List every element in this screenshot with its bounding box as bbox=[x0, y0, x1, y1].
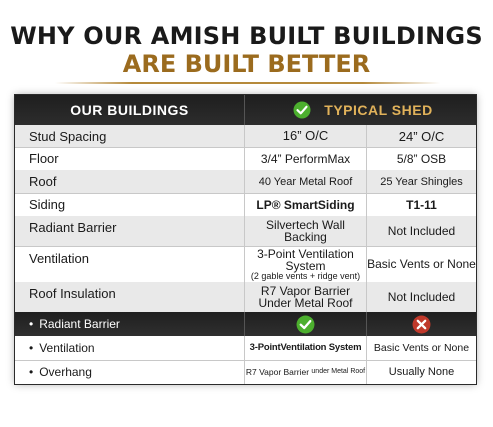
typical-value: 25 Year Shingles bbox=[366, 170, 476, 193]
feature-label: • Radiant Barrier bbox=[15, 312, 244, 336]
table-row bbox=[15, 282, 476, 313]
table-row-highlight bbox=[15, 312, 476, 336]
ours-value bbox=[244, 216, 366, 246]
feature-label: • Ventilation bbox=[15, 336, 244, 360]
headline-line-1: WHY OUR AMISH BUILT BUILDINGS bbox=[10, 22, 483, 50]
feature-label: Stud Spacing bbox=[29, 128, 107, 144]
ours-main: R7 Vapor Barrier bbox=[245, 367, 310, 377]
typical-value: Not Included bbox=[366, 282, 476, 312]
feature-label: Floor bbox=[29, 151, 59, 166]
header-typical-label: TYPICAL SHED bbox=[324, 102, 433, 118]
typical-value: Basic Vents or None bbox=[366, 336, 476, 360]
ours-note: (2 gable vents + ridge vent) bbox=[250, 270, 361, 281]
ours-value: 16” O/C bbox=[244, 125, 366, 147]
headline-line-2: ARE BUILT BETTER bbox=[122, 50, 371, 78]
typical-value: Basic Vents or None bbox=[366, 246, 476, 282]
ours-small: under Metal Roof bbox=[311, 368, 366, 375]
ours-line-1: R7 Vapor Barrier bbox=[260, 284, 351, 298]
table-header bbox=[15, 95, 476, 125]
table-row bbox=[15, 360, 476, 384]
gold-divider bbox=[55, 82, 440, 84]
ours-line-1: Silvertech Wall bbox=[266, 218, 345, 232]
ours-value: 3/4” PerformMax bbox=[244, 147, 366, 170]
check-circle-icon bbox=[293, 101, 311, 119]
ours-line-2: Backing bbox=[284, 230, 327, 244]
ours-line-2: System bbox=[285, 258, 326, 273]
ours-line-2: Under Metal Roof bbox=[258, 296, 353, 310]
ours-value bbox=[244, 360, 366, 384]
x-icon bbox=[412, 315, 431, 334]
table-row bbox=[15, 216, 476, 247]
typical-value: T1-11 bbox=[366, 193, 476, 216]
table-row bbox=[15, 170, 476, 194]
feature-label: Ventilation bbox=[29, 251, 89, 266]
table-row bbox=[15, 147, 476, 171]
feature-label: Siding bbox=[29, 197, 66, 212]
ours-line-1: 3-Point Ventilation bbox=[257, 246, 354, 261]
feature-label: Radiant Barrier bbox=[29, 220, 117, 235]
table-row bbox=[15, 193, 476, 217]
ours-value: 40 Year Metal Roof bbox=[244, 170, 366, 193]
table-row bbox=[15, 125, 476, 148]
feature-label: • Overhang bbox=[15, 360, 244, 384]
typical-value: 5/8” OSB bbox=[366, 147, 476, 170]
table-row bbox=[15, 336, 476, 361]
typical-value: Usually None bbox=[366, 360, 476, 384]
ours-value bbox=[244, 246, 366, 282]
table-row bbox=[15, 246, 476, 283]
feature-label: Roof bbox=[29, 174, 57, 189]
typical-value: 24” O/C bbox=[366, 125, 476, 147]
ours-value bbox=[244, 312, 366, 336]
comparison-table bbox=[15, 95, 476, 384]
typical-value: Not Included bbox=[366, 216, 476, 246]
header-our-buildings: OUR BUILDINGS bbox=[70, 102, 189, 118]
header-typical-shed bbox=[244, 95, 476, 125]
ours-value: LP® SmartSiding bbox=[244, 193, 366, 216]
ours-value bbox=[244, 282, 366, 312]
check-icon bbox=[296, 315, 315, 334]
feature-label: Roof Insulation bbox=[29, 286, 116, 301]
ours-value: 3-PointVentilation System bbox=[244, 336, 366, 360]
typical-value bbox=[366, 312, 476, 336]
